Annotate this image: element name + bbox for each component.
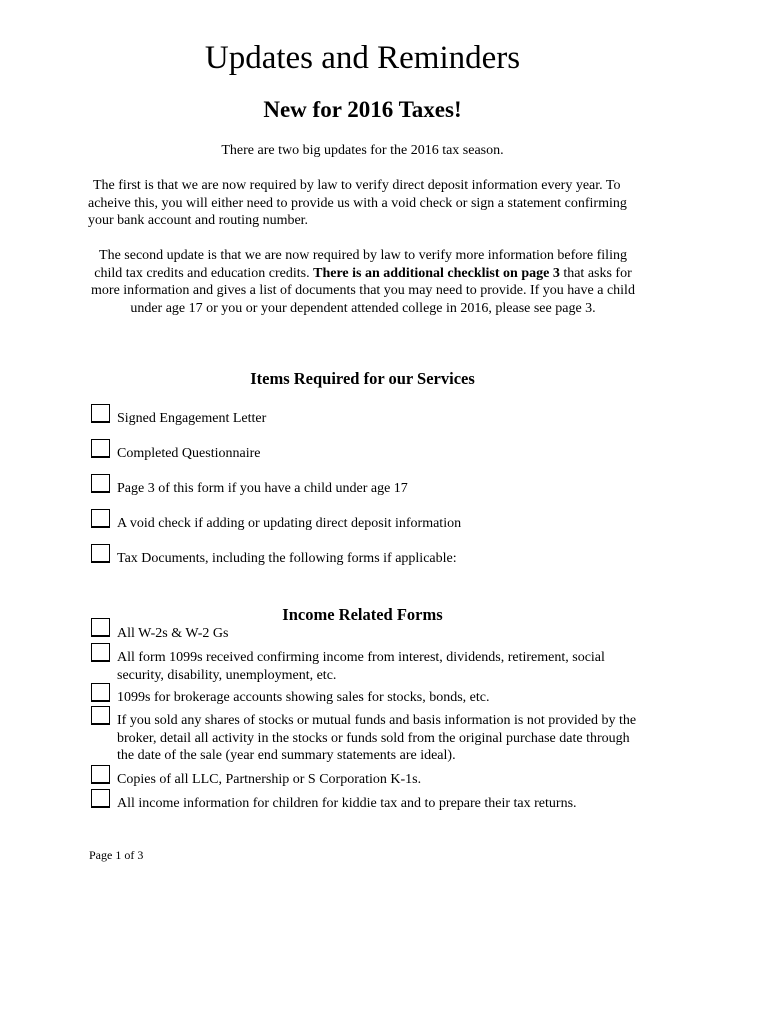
income-item: All W-2s & W-2 Gs: [117, 626, 229, 641]
services-checkbox[interactable]: [91, 544, 110, 563]
services-checkbox[interactable]: [91, 404, 110, 423]
services-checkbox[interactable]: [91, 509, 110, 528]
paragraph-text: The second update is that we are now required by law to verify more information before filing child tax credits and education credits.: [94, 248, 627, 281]
checklist-note: There is an additional checklist on page 3: [313, 265, 560, 281]
services-item: Signed Engagement Letter: [117, 411, 267, 426]
services-item: Completed Questionnaire: [117, 446, 261, 461]
services-heading: Items Required for our Services: [250, 369, 475, 388]
income-item: All form 1099s received confirming income from interest, dividends, retirement, social security, disability, unemployment, etc.: [117, 650, 605, 683]
services-checkbox[interactable]: [91, 439, 110, 458]
income-item: Copies of all LLC, Partnership or S Corporation K-1s.: [117, 772, 422, 787]
paragraph-text: that asks for more information and gives a list of documents that you may need to provide. If you have a child under age 17 or you or your dependent attended college in 2016, please see page 3.: [91, 265, 635, 316]
child-credits-paragraph: [88, 247, 638, 317]
income-item: All income information for children for kiddie tax and to prepare their tax returns.: [117, 796, 577, 811]
services-item: Tax Documents, including the following forms if applicable:: [117, 551, 457, 566]
services-item: Page 3 of this form if you have a child under age 17: [117, 481, 408, 496]
services-checkbox[interactable]: [91, 474, 110, 493]
income-item: 1099s for brokerage accounts showing sales for stocks, bonds, etc.: [117, 690, 490, 705]
income-checkbox[interactable]: [91, 643, 110, 662]
income-checkbox[interactable]: [91, 618, 110, 637]
income-checkbox[interactable]: [91, 706, 110, 725]
services-item: A void check if adding or updating direct deposit information: [117, 516, 462, 531]
intro-text: There are two big updates for the 2016 tax season.: [221, 143, 504, 158]
income-checkbox[interactable]: [91, 683, 110, 702]
direct-deposit-paragraph: The first is that we are now required by law to verify direct deposit information every year. To acheive this, you will either need to provide us with a void check or sign a statement confirming your bank account and routing number.: [88, 178, 627, 228]
income-heading: Income Related Forms: [282, 605, 443, 624]
page-title: Updates and Reminders: [204, 40, 521, 76]
income-item: If you sold any shares of stocks or mutual funds and basis information is not provided by the broker, detail all activity in the stocks or funds sold from the original purchase date through the date of the sale (year end summary statements are ideal).: [117, 713, 637, 763]
income-checkbox[interactable]: [91, 789, 110, 808]
page-subtitle: New for 2016 Taxes!: [263, 97, 462, 122]
income-checkbox[interactable]: [91, 765, 110, 784]
page-number: Page 1 of 3: [89, 848, 144, 862]
